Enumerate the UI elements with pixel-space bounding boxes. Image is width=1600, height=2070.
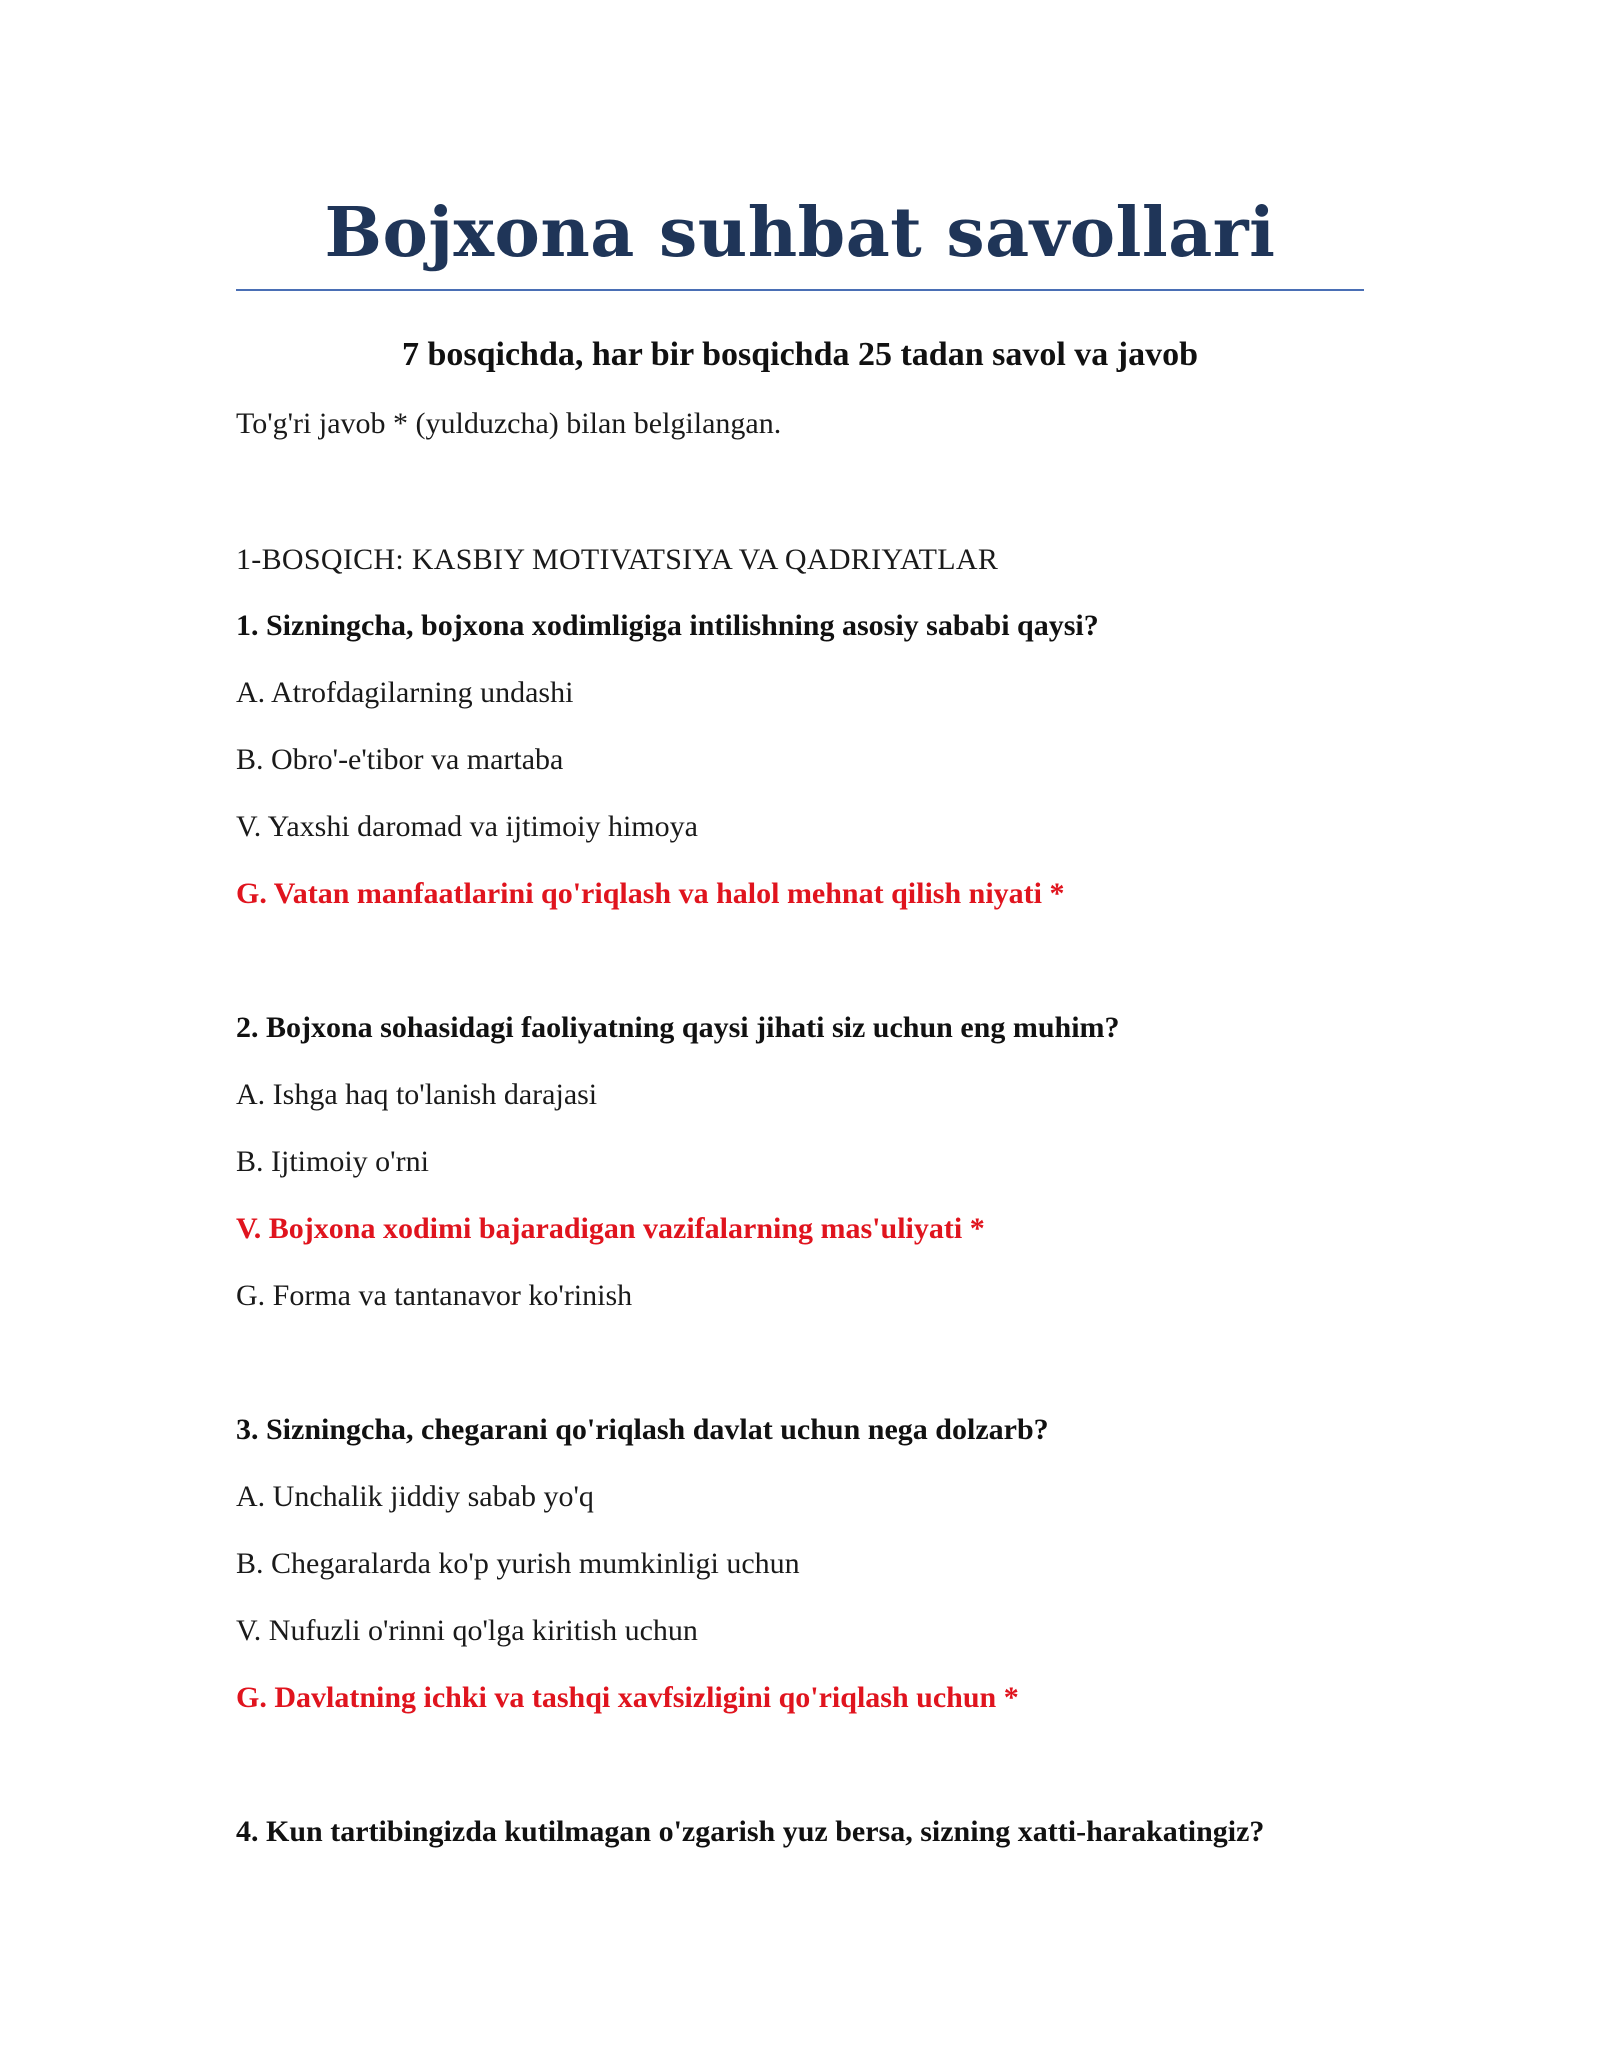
question: 1. Sizningcha, bojxona xodimligiga intilishning asosiy sababi qaysi? [236, 609, 1099, 642]
title-divider [236, 289, 1364, 291]
page-title: Bojxona suhbat savollari [324, 193, 1276, 273]
question: 3. Sizningcha, chegarani qo'riqlash davlat uchun nega dolzarb? [236, 1413, 1049, 1446]
answer-option: A. Atrofdagilarning undashi [236, 676, 574, 709]
question: 4. Kun tartibingizda kutilmagan o'zgarish yuz bersa, sizning xatti-harakatingiz? [236, 1815, 1265, 1848]
page-subtitle: 7 bosqichda, har bir bosqichda 25 tadan savol va javob [401, 336, 1199, 373]
section-heading: 1-BOSQICH: KASBIY MOTIVATSIYA VA QADRIYATLAR [236, 543, 999, 576]
answer-option: A. Ishga haq to'lanish darajasi [236, 1078, 598, 1111]
question: 2. Bojxona sohasidagi faoliyatning qaysi jihati siz uchun eng muhim? [236, 1011, 1120, 1044]
answer-key-note: To'g'ri javob * (yulduzcha) bilan belgilangan. [236, 407, 782, 440]
answer-option: V. Nufuzli o'rinni qo'lga kiritish uchun [236, 1614, 698, 1647]
answer-option: V. Yaxshi daromad va ijtimoiy himoya [236, 810, 698, 843]
answer-option: G. Forma va tantanavor ko'rinish [236, 1279, 633, 1312]
answer-option: B. Obro'-e'tibor va martaba [236, 743, 564, 776]
answer-option: B. Ijtimoiy o'rni [236, 1145, 429, 1178]
answer-option: A. Unchalik jiddiy sabab yo'q [236, 1480, 594, 1513]
correct-answer-option: V. Bojxona xodimi bajaradigan vazifalarning mas'uliyati * [236, 1212, 985, 1245]
correct-answer-option: G. Vatan manfaatlarini qo'riqlash va halol mehnat qilish niyati * [236, 877, 1065, 910]
correct-answer-option: G. Davlatning ichki va tashqi xavfsizligini qo'riqlash uchun * [236, 1681, 1019, 1714]
answer-option: B. Chegaralarda ko'p yurish mumkinligi uchun [236, 1547, 800, 1580]
